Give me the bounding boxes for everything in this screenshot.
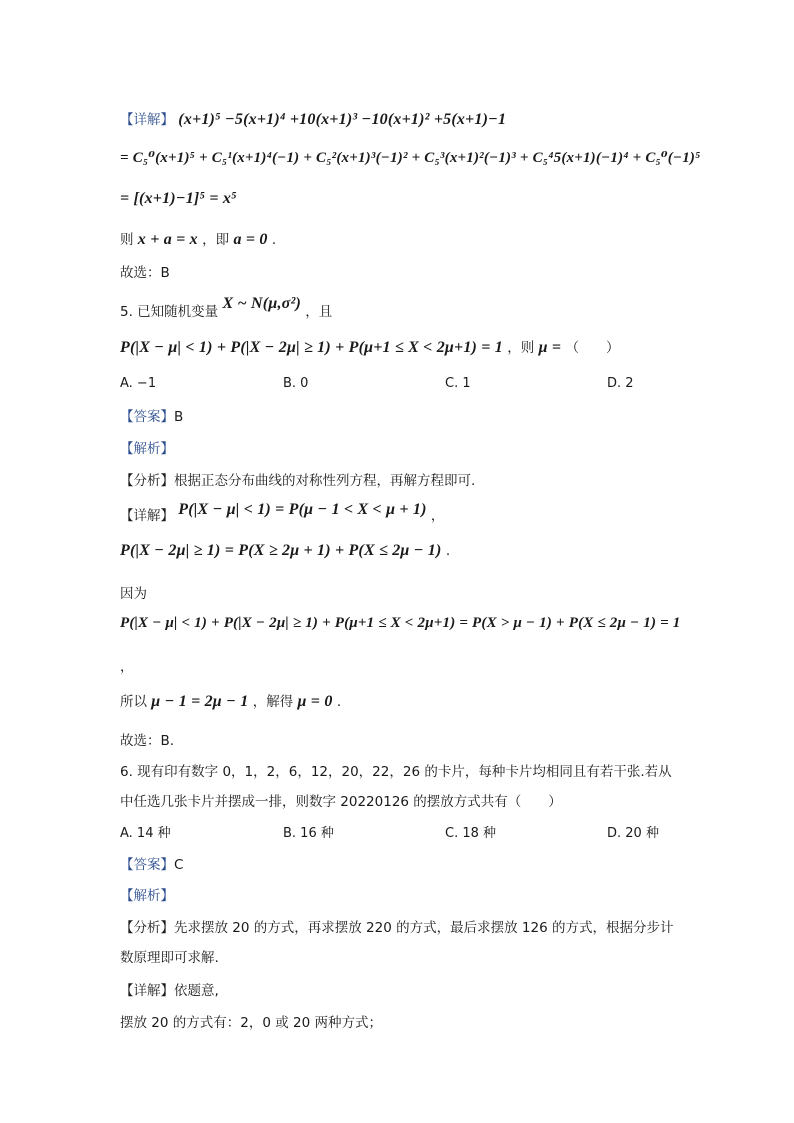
detail-line-3 — [120, 190, 237, 208]
q6-option-c: C. 18 种 — [445, 826, 497, 841]
q6-fenxi-label: 【分析】 — [120, 920, 174, 936]
q6-fenxi-text: 先求摆放 20 的方式，再求摆放 220 的方式，最后求摆放 126 的方式，根据分步计 — [174, 920, 674, 936]
q5-detail-line-2: P(|X − 2μ| ≥ 1) = P(X ≥ 2μ + 1) + P(X ≤ 2μ − 1) . — [120, 542, 451, 559]
q5-distribution: X ~ N(μ,σ²) — [222, 295, 301, 312]
q6-stem-line-2: 中任选几张卡片并摆成一排，则数字 20220126 的摆放方式共有（ ） — [120, 794, 562, 810]
q5-answer-label: 【答案】 — [120, 409, 174, 425]
q5-solution-line: 所以 μ − 1 = 2μ − 1 ，解得 μ = 0 . — [120, 693, 342, 710]
q5-detail-eq-1: P(|X − μ| < 1) = P(μ − 1 < X < μ + 1) — [178, 501, 427, 518]
q5-answer-value: B — [174, 409, 184, 425]
q5-mu: μ = — [538, 339, 562, 356]
simplified-expression: = [(x+1)−1]⁵ = x⁵ — [120, 190, 237, 207]
detail-line-2 — [120, 148, 701, 167]
q6-detail-label: 【详解】 — [120, 983, 174, 999]
q5-detail-line-3 — [120, 615, 680, 632]
q5-fenxi-label: 【分析】 — [120, 473, 174, 489]
q5-solution-result: μ = 0 — [297, 693, 333, 710]
detail-label: 【详解】 — [120, 112, 174, 128]
q6-last-line: 摆放 20 的方式有：2，0 或 20 两种方式； — [120, 1015, 382, 1031]
q6-analysis-label: 【解析】 — [120, 888, 174, 904]
q5-detail-label: 【详解】 — [120, 508, 174, 524]
expansion-expression: (x+1)⁵ −5(x+1)⁴ +10(x+1)³ −10(x+1)² +5(x+1)−1 — [178, 111, 507, 128]
q6-detail-text: 依题意, — [174, 983, 219, 999]
q5-comma: ， — [120, 659, 134, 675]
q5-detail-eq-3: P(|X − μ| < 1) + P(|X − 2μ| ≥ 1) + P(μ+1 ≤ X < 2μ+1) = P(X > μ − 1) + P(X ≤ 2μ − 1) = 1 — [120, 615, 681, 631]
q5-option-b: B. 0 — [283, 376, 309, 391]
q6-detail-line — [120, 979, 219, 999]
q5-answer — [120, 405, 183, 425]
q5-option-a: A. −1 — [120, 376, 157, 391]
detail-line-1 — [120, 108, 506, 129]
q6-answer — [120, 853, 183, 873]
q6-option-b: B. 16 种 — [283, 826, 334, 841]
block1-answer: 故选：B — [120, 265, 170, 281]
binomial-expansion: = C₅⁰(x+1)⁵ + C₅¹(x+1)⁴(−1) + C₅²(x+1)³(−1)² + C₅³(x+1)²(−1)³ + C₅⁴5(x+1)(−1)⁴ + C₅⁰(−1)⁵ — [120, 150, 701, 166]
q6-stem-line-1: 6. 现有印有数字 0，1，2，6，12，20，22，26 的卡片，每种卡片均相同且有若干张.若从 — [120, 764, 672, 780]
q5-option-c: C. 1 — [445, 376, 471, 391]
q5-stem-line-2: P(|X − μ| < 1) + P(|X − 2μ| ≥ 1) + P(μ+1 ≤ X < 2μ+1) = 1 ，则 μ = （ ） — [120, 339, 620, 356]
q6-answer-label: 【答案】 — [120, 857, 174, 873]
q5-choose: 故选：B. — [120, 733, 175, 749]
conclusion-math-2: a = 0 — [233, 231, 268, 248]
q5-solution-eq: μ − 1 = 2μ − 1 — [151, 693, 249, 710]
q5-stem-line-1: 5. 已知随机变量 X ~ N(μ,σ²) ，且 — [120, 295, 333, 320]
q5-option-d: D. 2 — [607, 376, 634, 391]
q6-fenxi-line-1 — [120, 916, 673, 936]
q5-fenxi — [120, 469, 475, 489]
q6-answer-value: C — [174, 857, 184, 873]
q6-option-a: A. 14 种 — [120, 826, 171, 841]
q5-detail-line-1: 【详解】 P(|X − μ| < 1) = P(μ − 1 < X < μ + 1) ， — [120, 501, 445, 524]
q6-option-d: D. 20 种 — [607, 826, 659, 841]
q5-because: 因为 — [120, 586, 147, 602]
conclusion-line: 则 x + a = x ，即 a = 0 . — [120, 231, 277, 248]
q5-fenxi-text: 根据正态分布曲线的对称性列方程，再解方程即可. — [174, 473, 476, 489]
q6-fenxi-line-2: 数原理即可求解. — [120, 950, 219, 966]
q5-equation: P(|X − μ| < 1) + P(|X − 2μ| ≥ 1) + P(μ+1 ≤ X < 2μ+1) = 1 — [120, 339, 503, 356]
q5-analysis-label: 【解析】 — [120, 441, 174, 457]
conclusion-math: x + a = x — [137, 231, 198, 248]
q5-detail-eq-2: P(|X − 2μ| ≥ 1) = P(X ≥ 2μ + 1) + P(X ≤ 2μ − 1) — [120, 542, 442, 559]
